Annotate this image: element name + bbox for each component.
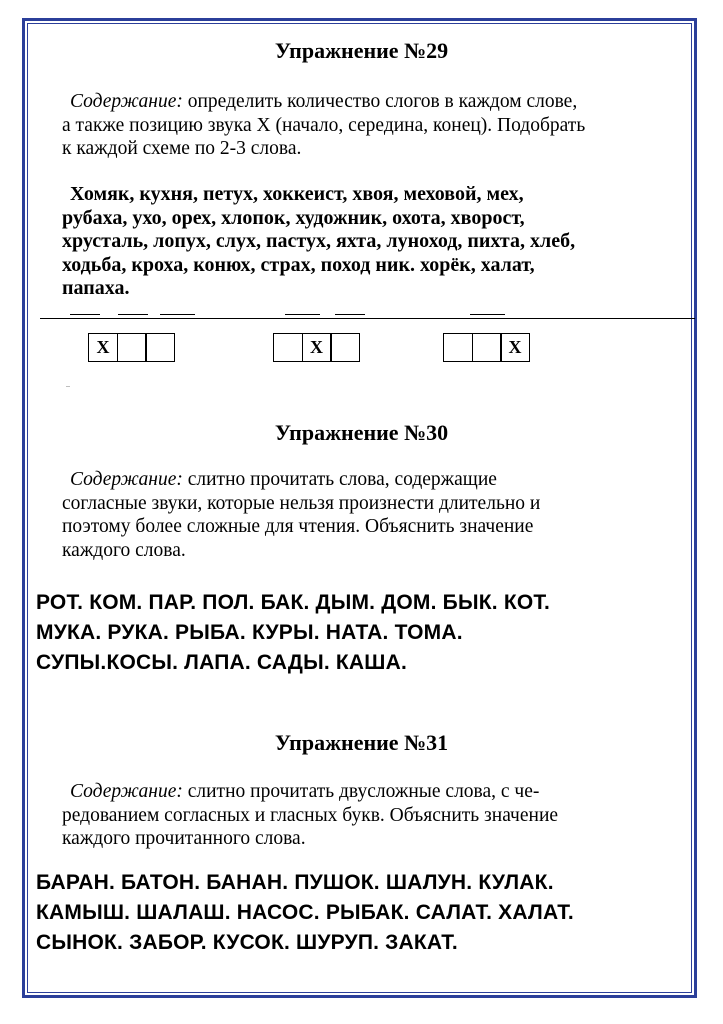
word-line: папаха. — [62, 277, 130, 299]
word-line: Хомяк, кухня, петух, хоккеист, хвоя, меховой, мех, — [70, 183, 524, 205]
sound-scheme-start — [88, 333, 175, 362]
scheme-cell: Х — [302, 333, 332, 362]
scheme-cell: Х — [88, 333, 118, 362]
dash-mark — [70, 314, 100, 315]
word-line: СУПЫ.КОСЫ. ЛАПА. САДЫ. КАША. — [36, 651, 407, 674]
separator-line — [40, 318, 695, 319]
exercise-30-description — [62, 468, 692, 562]
scheme-cell: Х — [500, 333, 530, 362]
scheme-cell — [472, 333, 502, 362]
content-label: Содержание: — [70, 469, 183, 490]
word-line: КАМЫШ. ШАЛАШ. НАСОС. РЫБАК. САЛАТ. ХАЛАТ. — [36, 901, 574, 924]
word-line: рубаха, ухо, орех, хлопок, художник, охота, хворост, — [62, 206, 525, 229]
description-line: определить количество слогов в каждом слове, — [182, 91, 578, 112]
exercise-30-word-list — [36, 588, 696, 678]
word-line: МУКА. РУКА. РЫБА. КУРЫ. НАТА. ТОМА. — [36, 621, 463, 644]
exercise-31-title: Упражнение №31 — [274, 730, 449, 755]
description-line: слитно прочитать двусложные слова, с че- — [182, 781, 540, 802]
stray-mark: .. — [66, 380, 70, 389]
description-line: к каждой схеме по 2-3 слова. — [62, 138, 302, 159]
exercise-29-description — [62, 90, 692, 161]
dash-mark — [118, 314, 148, 315]
content-label: Содержание: — [70, 91, 183, 112]
word-line: БАРАН. БАТОН. БАНАН. ПУШОК. ШАЛУН. КУЛАК. — [36, 871, 554, 894]
sound-scheme-middle — [273, 333, 360, 362]
sound-scheme-end — [443, 333, 530, 362]
description-line: каждого прочитанного слова. — [62, 828, 306, 849]
exercise-31-description — [62, 780, 692, 851]
description-line: слитно прочитать слова, содержащие — [182, 469, 497, 490]
description-line: поэтому более сложные для чтения. Объяснить значение — [62, 516, 534, 537]
exercise-29-word-list — [62, 183, 702, 301]
dash-mark — [470, 314, 505, 315]
description-line: редованием согласных и гласных букв. Объяснить значение — [62, 804, 559, 826]
scheme-cell — [273, 333, 303, 362]
word-line: СЫНОК. ЗАБОР. КУСОК. ШУРУП. ЗАКАТ. — [36, 931, 458, 954]
description-line: согласные звуки, которые нельзя произнести длительно и — [62, 492, 541, 514]
exercise-31-word-list — [36, 868, 696, 958]
scheme-cell — [117, 333, 147, 362]
scheme-cell — [443, 333, 473, 362]
exercise-29-title: Упражнение №29 — [274, 38, 449, 63]
scheme-cell — [330, 333, 360, 362]
description-line: а также позицию звука Х (начало, середина, конец). Подобрать — [62, 114, 586, 136]
scheme-cell — [145, 333, 175, 362]
exercise-30-title: Упражнение №30 — [274, 420, 449, 445]
dash-mark — [335, 314, 365, 315]
description-line: каждого слова. — [62, 539, 186, 561]
dash-mark — [285, 314, 320, 315]
content-label: Содержание: — [70, 781, 183, 802]
word-line: хрусталь, лопух, слух, пастух, яхта, луноход, пихта, хлеб, — [62, 230, 576, 252]
word-line: ходьба, кроха, конюх, страх, поход ник. хорёк, халат, — [62, 253, 535, 276]
dash-mark — [160, 314, 195, 315]
word-line: РОТ. КОМ. ПАР. ПОЛ. БАК. ДЫМ. ДОМ. БЫК. КОТ. — [36, 591, 551, 614]
